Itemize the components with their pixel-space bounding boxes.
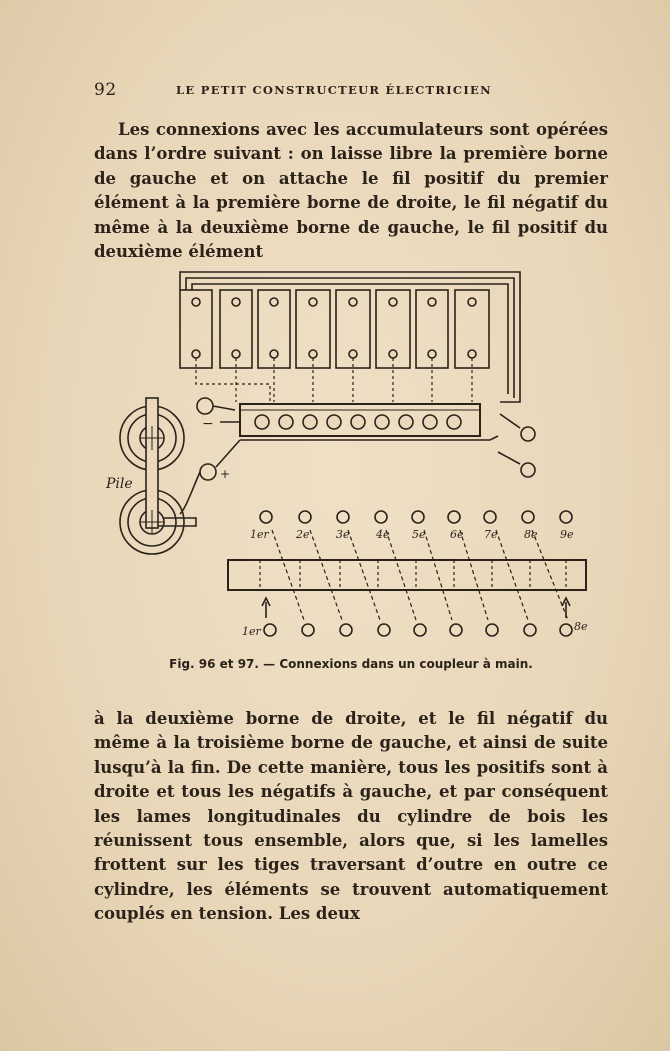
paragraph-2: à la deuxième borne de droite, et le fil négatif du même à la troisième borne de gauche, et ainsi de suite lusqu’à la fin. De cette manière, tous les positifs sont à droite et tous les négatifs à gauche, et par conséquent les lames longitudinales du cylindre de bois les réunissent tous ensemble, alors que, si les lamelles frottent sur les tiges traversant d’outre en outre ce cylindre, les éléments se trouvent automatiquement couplés en tension. Les deux	[94, 709, 608, 924]
caption-text: — Connexions dans un coupleur à main.	[263, 657, 533, 671]
bottom-left-label: 1er	[242, 625, 261, 638]
terminal-label: 9e	[560, 528, 574, 541]
lower-cylinder	[228, 560, 586, 590]
lower-terminal-row	[264, 624, 572, 636]
page-number: 92	[94, 80, 117, 100]
upper-terminal-row	[260, 511, 572, 523]
figure-diagram	[100, 262, 600, 650]
terminal-label: 6e	[450, 528, 464, 541]
figure-caption	[94, 657, 608, 671]
running-title: LE PETIT CONSTRUCTEUR ÉLECTRICIEN	[176, 83, 492, 97]
accumulator-cells	[180, 290, 489, 368]
terminal-label: 8e	[524, 528, 538, 541]
switch-cylinder	[240, 404, 498, 440]
bottom-right-label: 8e	[574, 620, 588, 633]
pile-label: Pile	[106, 476, 133, 492]
terminal-label: 4e	[376, 528, 390, 541]
minus-sign: −	[202, 416, 214, 432]
terminal-label: 7e	[484, 528, 498, 541]
terminal-label: 2e	[296, 528, 310, 541]
terminal-label: 5e	[412, 528, 426, 541]
terminal-label: 1er	[250, 528, 269, 541]
figure-reference: Fig. 96 et 97.	[169, 657, 259, 671]
paragraph-1: Les connexions avec les accumulateurs sont opérées dans l’ordre suivant : on laisse libre la première borne de gauche et on attache le fil positif du premier élément à la première borne de droite, le fil négatif du même à la deuxième borne de gauche, le fil positif du deuxième élément	[94, 120, 608, 262]
plus-sign: +	[220, 467, 231, 481]
terminal-label: 3e	[336, 528, 350, 541]
